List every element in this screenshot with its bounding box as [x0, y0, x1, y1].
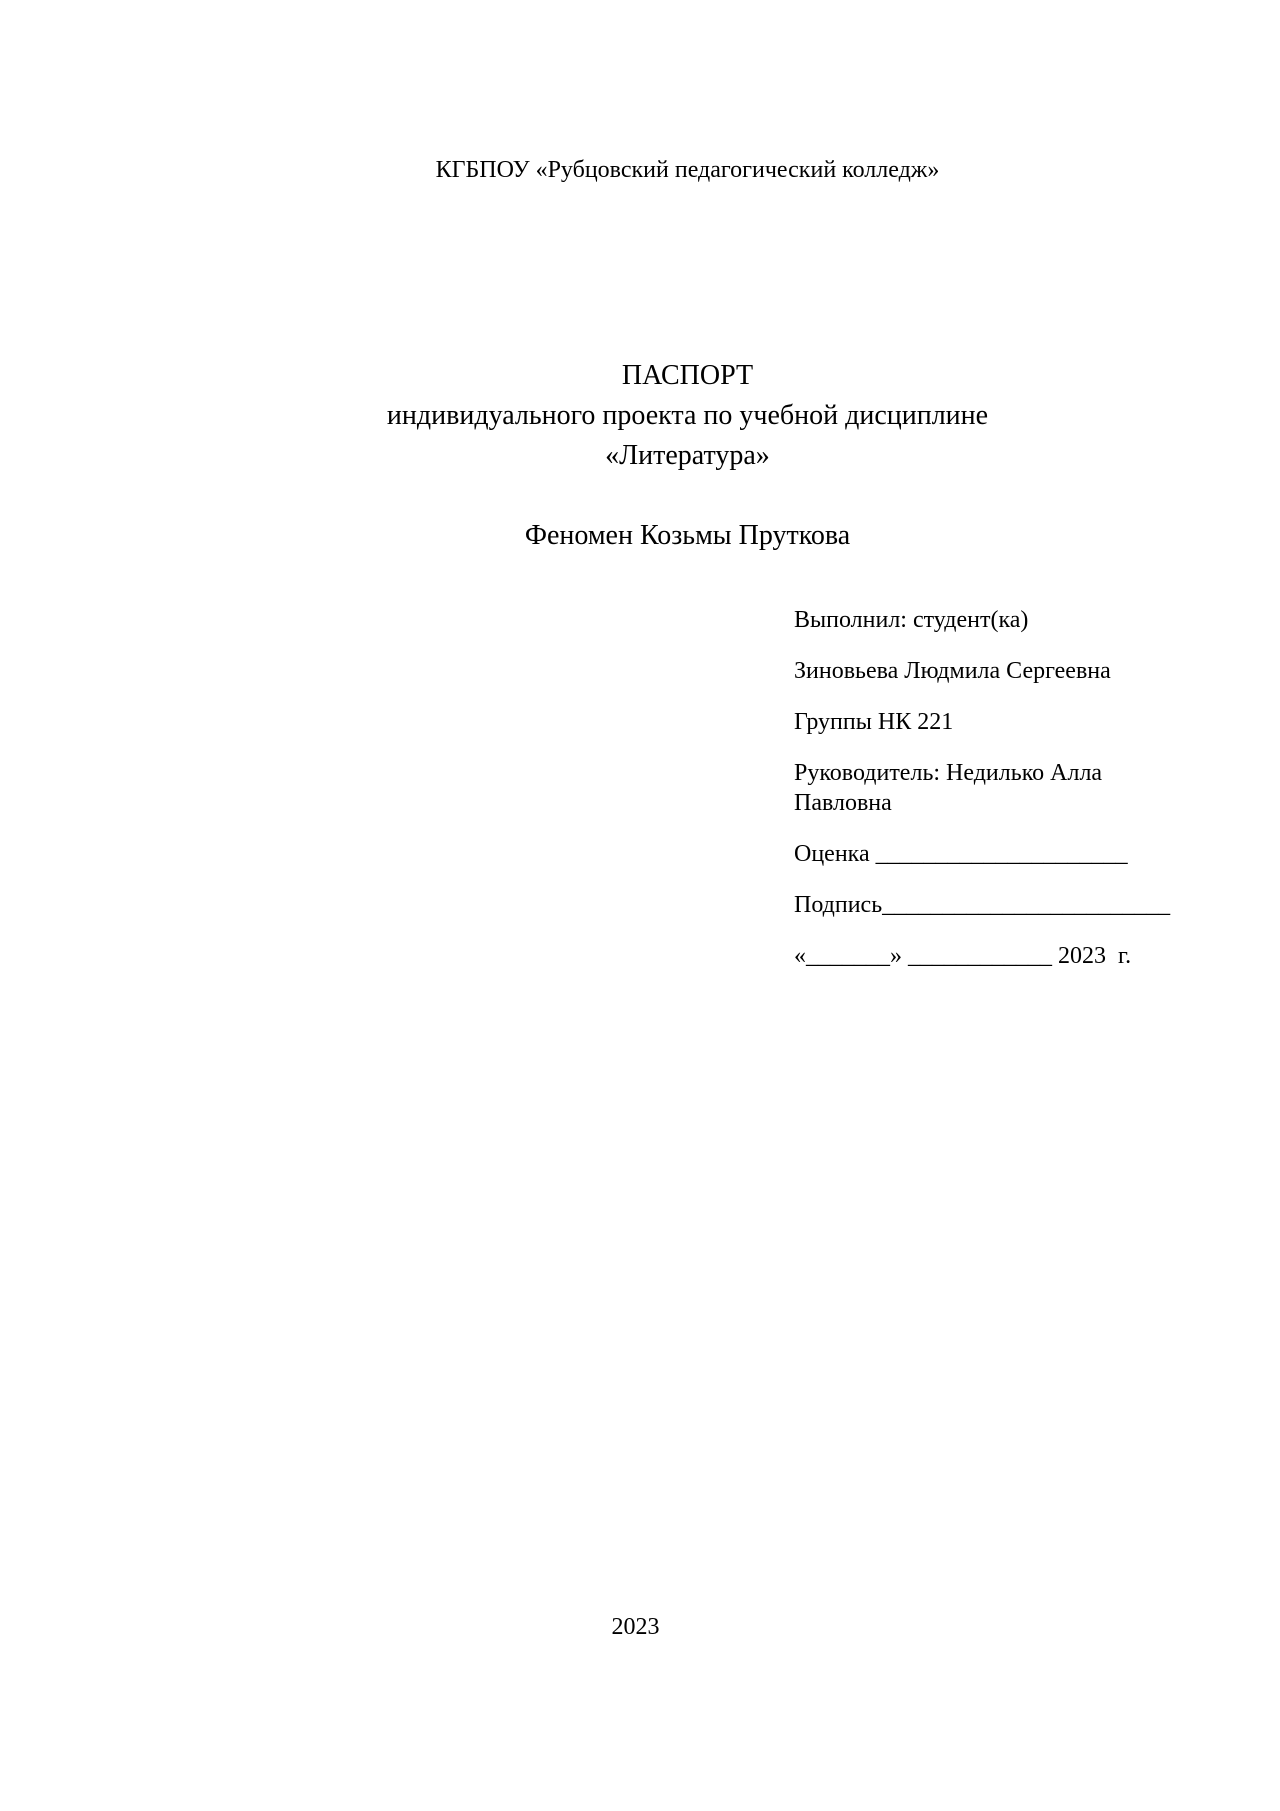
info-block [794, 605, 1214, 992]
footer-year: 2023 [611, 1614, 660, 1640]
title-line-project: индивидуального проекта по учебной дисциплине [386, 400, 989, 431]
student-name: Зиновьева Людмила Сергеевна [794, 658, 1111, 684]
supervisor [794, 758, 1214, 818]
date-line: «_______» ____________ 2023 г. [794, 943, 1132, 969]
supervisor-line-1: Руководитель: Недилько Алла [794, 760, 1103, 786]
title-line-passport: ПАСПОРТ [621, 360, 754, 391]
institution-name: КГБПОУ «Рубцовский педагогический колледж» [435, 157, 940, 183]
signature-line: Подпись________________________ [794, 892, 1171, 918]
student-group: Группы НК 221 [794, 709, 954, 735]
grade-line: Оценка _____________________ [794, 841, 1128, 867]
document-title [0, 356, 1280, 476]
performed-by-label: Выполнил: студент(ка) [794, 607, 1029, 633]
supervisor-line-2: Павловна [794, 790, 892, 816]
project-topic: Феномен Козьмы Пруткова [524, 520, 851, 551]
title-line-discipline: «Литература» [605, 440, 770, 471]
